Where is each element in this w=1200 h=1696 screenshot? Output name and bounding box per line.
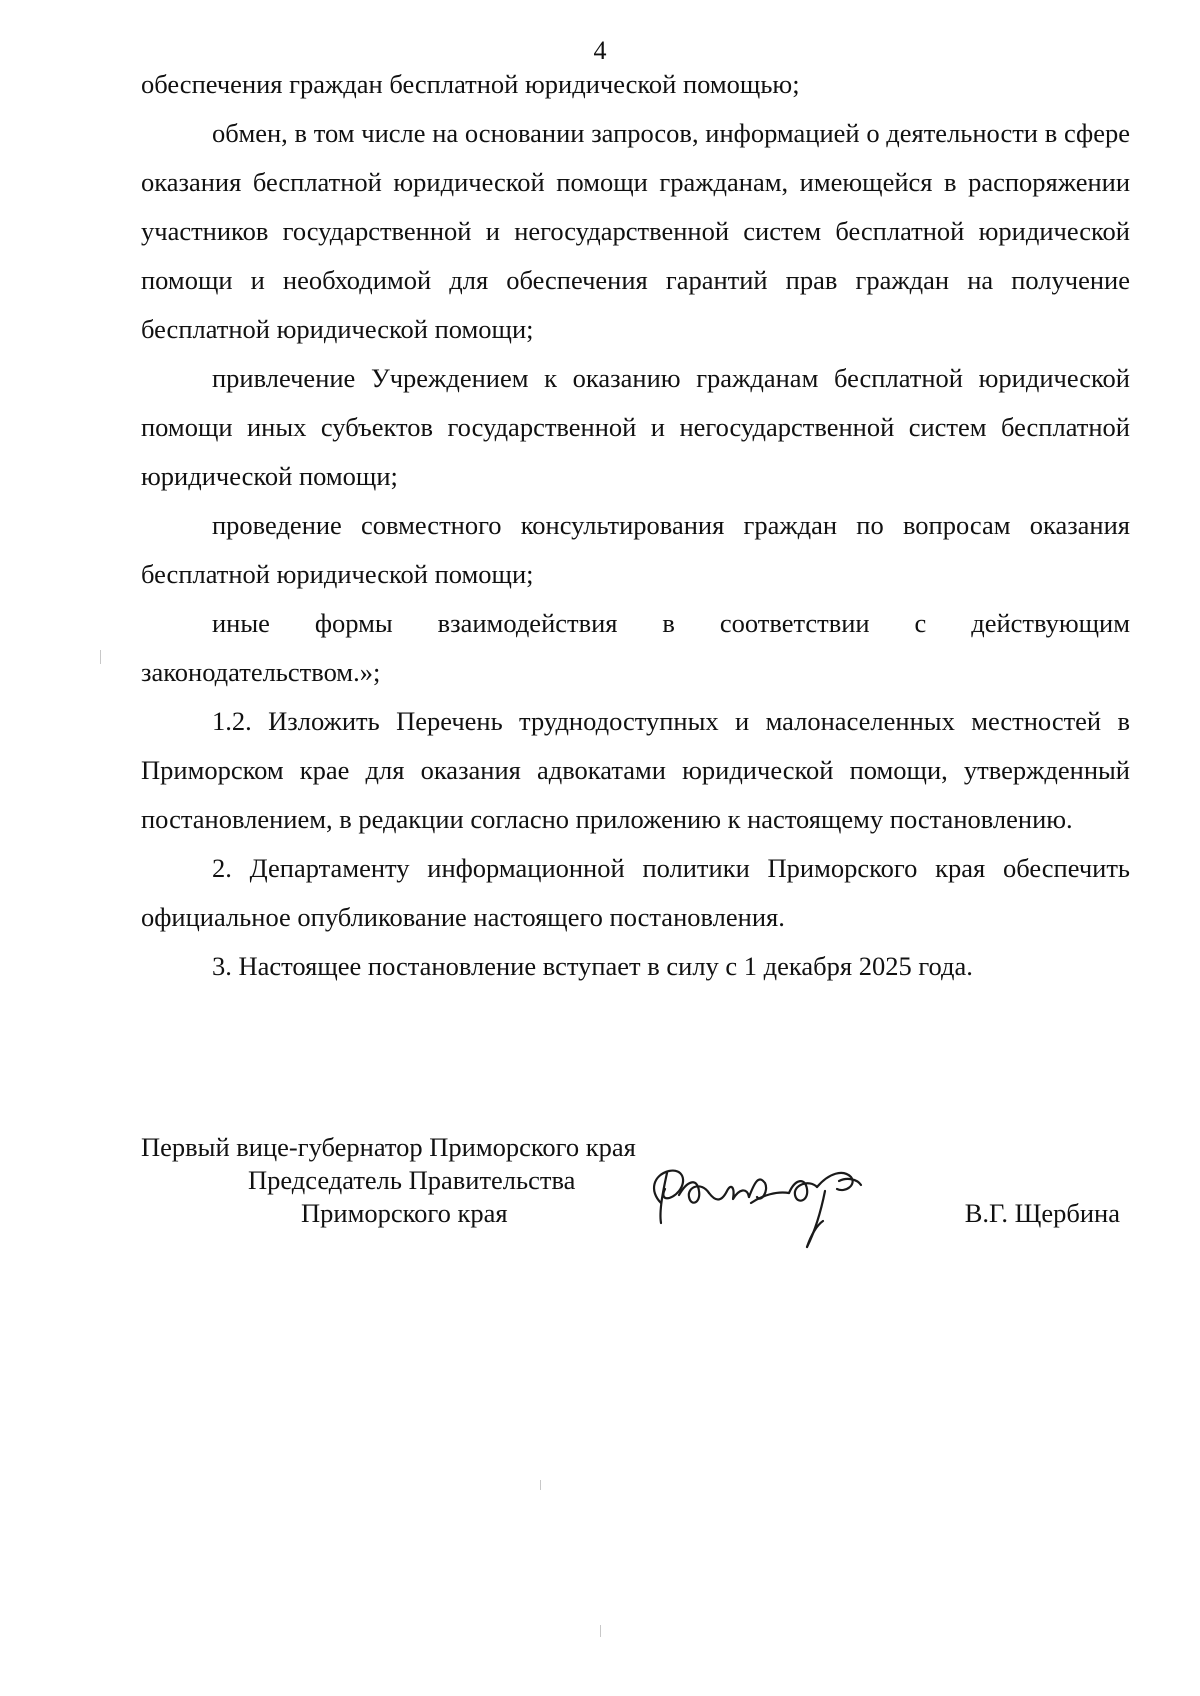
signatory-title-line2: Председатель Правительства xyxy=(248,1165,576,1195)
scan-artifact-left xyxy=(100,650,101,664)
paragraph-information-exchange: обмен, в том числе на основании запросов, информацией о деятельности в сфере оказания бесплатной юридической помощи гражданам, имеющейся в распоряжении участников государственной и негосударственной систем бесплатной юридической помощи и необходимой для обеспечения гарантий прав граждан на получение бесплатной юридической помощи; xyxy=(141,118,1130,344)
paragraph-2: 2. Департаменту информационной политики Приморского края обеспечить официальное опубликование настоящего постановления. xyxy=(141,853,1130,932)
paragraph-3: 3. Настоящее постановление вступает в силу с 1 декабря 2025 года. xyxy=(212,951,973,981)
paragraph-other-forms: иные формы взаимодействия в соответствии с действующим законодательством.»; xyxy=(141,608,1130,687)
document-body xyxy=(141,60,1130,991)
paragraph-involvement: привлечение Учреждением к оказанию гражданам бесплатной юридической помощи иных субъектов государственной и негосударственной систем бесплатной юридической помощи; xyxy=(141,363,1130,491)
page-number: 4 xyxy=(593,36,607,65)
signatory-title-line3: Приморского края xyxy=(301,1198,508,1228)
paragraph-1-2: 1.2. Изложить Перечень труднодоступных и малонаселенных местностей в Приморском крае для оказания адвокатами юридической помощи, утвержденный постановлением, в редакции согласно приложению к настоящему постановлению. xyxy=(141,706,1130,834)
paragraph-joint-consulting: проведение совместного консультирования граждан по вопросам оказания бесплатной юридической помощи; xyxy=(141,510,1130,589)
signature-block xyxy=(141,1131,1130,1261)
signatory-name: В.Г. Щербина xyxy=(964,1198,1120,1228)
handwritten-signature xyxy=(639,1151,899,1261)
scan-artifact-mid xyxy=(540,1480,541,1490)
signatory-title-line1: Первый вице-губернатор Приморского края xyxy=(141,1132,636,1162)
scan-artifact-bottom xyxy=(600,1625,601,1637)
paragraph-continuation: обеспечения граждан бесплатной юридической помощью; xyxy=(141,69,800,99)
